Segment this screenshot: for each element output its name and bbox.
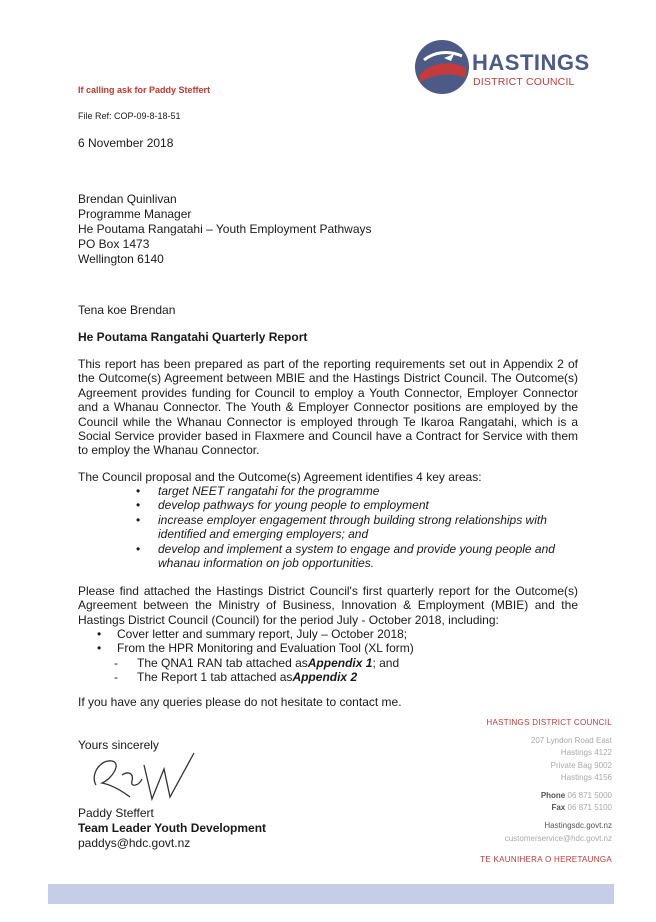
- closing-line: If you have any queries please do not hesitate to contact me.: [78, 695, 402, 709]
- recipient-line: PO Box 1473: [78, 237, 150, 251]
- recipient-line: He Poutama Rangatahi – Youth Employment Pathways: [78, 222, 372, 236]
- contact-email: customerservice@hdc.govt.nz: [504, 833, 612, 843]
- attachments-list: [97, 627, 414, 656]
- list-item: - The QNA1 RAN tab attached as Appendix 1 ; and: [114, 656, 400, 670]
- contact-website: Hastingsdc.govt.nz: [544, 821, 612, 831]
- appendix-ref: Appendix 2: [292, 670, 358, 685]
- contact-phone: Phone 06 871 5000: [540, 791, 612, 801]
- list-item: • Cover letter and summary report, July – October 2018;: [97, 627, 408, 641]
- logo-wordmark: HASTINGS: [472, 50, 590, 75]
- contact-address-line: Hastings 4156: [560, 772, 612, 782]
- paragraph-attachments: Please find attached the Hastings District Council's first quarterly report for the Outcome(s) Agreement between the Ministry of Business, Innovation & Employment (MBIE) and the Hastings District Council (Council) for the period July - October 2018, including:: [78, 584, 578, 627]
- bullet-icon: •: [136, 512, 141, 527]
- maori-council-name: TE KAUNIHERA O HERETAUNGA: [480, 855, 612, 864]
- valediction: Yours sincerely: [78, 738, 159, 752]
- letter-date: 6 November 2018: [78, 136, 174, 150]
- bullet-icon: •: [136, 498, 141, 513]
- logo-subtitle: DISTRICT COUNCIL: [473, 76, 575, 88]
- footer-bar: [48, 884, 614, 904]
- contact-address-line: Private Bag 9002: [550, 760, 612, 770]
- signatory-email: paddys@hdc.govt.nz: [78, 836, 191, 850]
- salutation: Tena koe Brendan: [78, 303, 176, 317]
- paragraph-intro: This report has been prepared as part of the reporting requirements set out in Appendix 2 of the Outcome(s) Agreement between MBIE and the Hastings District Council. The Outcome(s) Agreement provides funding for Council to employ a Youth Connector, Employer Connector and a Whanau Connector. The Youth & Employer Connector positions are employed by the Council while the Whanau Connector is employed through Te Ikaroa Rangatahi, which is a Social Service provider based in Flaxmere and Council have a Contract for Service with them to employ the Whanau Connector.: [78, 357, 578, 458]
- list-item: • develop pathways for young people to employment: [136, 498, 429, 513]
- appendix-ref: Appendix 1: [307, 656, 373, 670]
- recipient-line: Programme Manager: [78, 207, 192, 221]
- signatory: [78, 806, 266, 851]
- list-item: - The Report 1 tab attached as Appendix 2: [114, 670, 358, 685]
- recipient-line: Wellington 6140: [78, 252, 164, 266]
- bullet-icon: •: [136, 484, 141, 498]
- bullet-icon: •: [97, 641, 102, 656]
- contact-fax: Fax 06 871 5100: [551, 803, 612, 813]
- recipient-line: Brendan Quinlivan: [78, 192, 177, 206]
- paragraph-key-areas: The Council proposal and the Outcome(s) Agreement identifies 4 key areas:: [78, 470, 482, 484]
- calling-note: If calling ask for Paddy Steffert: [78, 85, 211, 95]
- bullet-icon: •: [97, 627, 102, 641]
- signatory-title: Team Leader Youth Development: [78, 821, 267, 835]
- council-contact-block: [486, 717, 612, 845]
- list-item: • From the HPR Monitoring and Evaluation Tool (XL form): [97, 641, 414, 656]
- appendix-list: [114, 656, 399, 685]
- signatory-name: Paddy Steffert: [78, 806, 154, 820]
- bullet-icon: •: [136, 541, 141, 556]
- recipient-address: [78, 192, 372, 267]
- handwritten-signature: [82, 745, 212, 805]
- list-item: • target NEET rangatahi for the programme: [136, 484, 380, 498]
- list-item: • develop and implement a system to engage and provide young people and whanau information on job opportunities.: [136, 541, 555, 571]
- contact-address-line: Hastings 4122: [560, 748, 612, 758]
- contact-address-line: 207 Lyndon Road East: [530, 736, 612, 746]
- list-item: • increase employer engagement through building strong relationships with identified and emerging employers; and: [136, 512, 547, 542]
- subject-heading: He Poutama Rangatahi Quarterly Report: [78, 330, 308, 344]
- contact-org: HASTINGS DISTRICT COUNCIL: [486, 718, 612, 727]
- key-areas-list: [136, 484, 581, 570]
- file-reference: File Ref: COP-09-8-18-51: [78, 111, 181, 121]
